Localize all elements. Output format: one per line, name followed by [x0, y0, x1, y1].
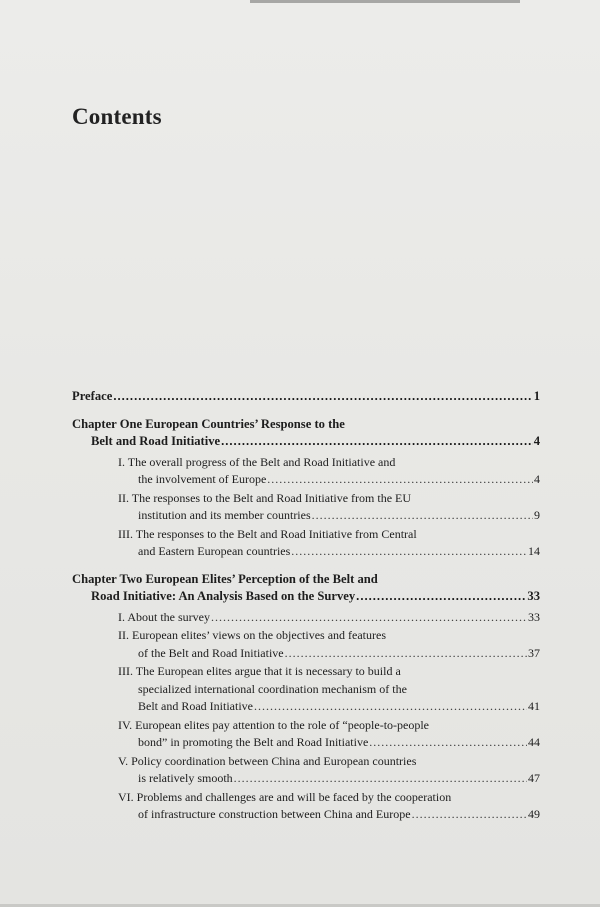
toc-page-number: 47	[528, 771, 540, 785]
toc-leader-dots	[267, 471, 533, 489]
toc-section-title-line1: I. About the survey	[118, 609, 210, 624]
toc-page-number: 33	[527, 589, 540, 603]
toc-section-title-line2: and Eastern European countries	[138, 544, 291, 558]
toc-section-title-line1: I. The overall progress of the Belt and Road Initiative and	[118, 454, 396, 469]
toc-chapter-title-line2: Belt and Road Initiative	[91, 434, 221, 448]
toc-preface-label: Preface	[72, 389, 113, 403]
toc-entry-preface[interactable]	[72, 388, 540, 406]
toc-section-2-1[interactable]	[72, 609, 540, 627]
toc-page-number: 44	[528, 735, 540, 749]
toc-section-title-line1: II. The responses to the Belt and Road Initiative from the EU	[118, 490, 412, 505]
toc-section-2-4[interactable]	[72, 717, 540, 752]
toc-section-2-2[interactable]	[72, 627, 540, 662]
toc-leader-dots	[211, 609, 527, 627]
toc-page-number: 4	[533, 434, 540, 448]
toc-section-2-6[interactable]	[72, 789, 540, 824]
toc-section-2-3[interactable]	[72, 663, 540, 716]
toc-section-1-2[interactable]	[72, 490, 540, 525]
toc-section-title-line2: of infrastructure construction between China and Europe	[138, 807, 411, 821]
toc-chapter-title-line2: Road Initiative: An Analysis Based on the Survey	[91, 589, 356, 603]
toc-leader-dots	[312, 507, 533, 525]
toc-section-title-line2: of the Belt and Road Initiative	[138, 645, 284, 660]
toc-section-1-3[interactable]	[72, 526, 540, 561]
toc-section-title-line2: institution and its member countries	[138, 508, 311, 522]
toc-leader-dots	[285, 645, 527, 663]
toc-page-number: 1	[533, 389, 540, 403]
toc-section-title-line2: is relatively smooth	[138, 771, 233, 785]
toc-page-number: 9	[534, 508, 540, 522]
toc-page-number: 33	[528, 609, 540, 624]
toc-leader-dots	[234, 770, 527, 788]
table-of-contents	[72, 388, 540, 824]
toc-chapter-title-line1: Chapter Two European Elites’ Perception of the Belt and	[72, 571, 378, 586]
toc-section-title-line1: V. Policy coordination between China and European countries	[118, 753, 417, 768]
toc-entry-chapter-one[interactable]	[72, 416, 540, 451]
toc-section-title-line2: the involvement of Europe	[138, 472, 267, 486]
toc-section-title-line1: VI. Problems and challenges are and will be faced by the cooperation	[118, 789, 452, 804]
toc-section-1-1[interactable]	[72, 454, 540, 489]
toc-section-title-line1: IV. European elites pay attention to the role of “people-to-people	[118, 717, 430, 732]
toc-section-title-line1: II. European elites’ views on the objectives and features	[118, 628, 387, 642]
toc-leader-dots	[113, 388, 532, 406]
toc-leader-dots	[221, 433, 533, 451]
toc-section-title-line2: bond” in promoting the Belt and Road Initiative	[138, 735, 369, 749]
toc-leader-dots	[356, 588, 526, 606]
page-title: Contents	[72, 104, 162, 129]
toc-section-2-5[interactable]	[72, 753, 540, 788]
toc-leader-dots	[412, 806, 527, 824]
toc-section-title-line2: specialized international coordination mechanism of the	[138, 681, 407, 696]
toc-page-number: 49	[528, 807, 540, 821]
toc-page-number: 41	[528, 699, 540, 713]
toc-chapter-title-line1: Chapter One European Countries’ Response to the	[72, 416, 345, 431]
toc-leader-dots	[254, 698, 527, 716]
toc-entry-chapter-two[interactable]	[72, 571, 540, 606]
toc-page-number: 14	[528, 544, 540, 558]
toc-leader-dots	[369, 734, 527, 752]
toc-page-number: 4	[534, 472, 540, 486]
page-top-edge	[250, 0, 520, 3]
toc-section-title-line1: III. The European elites argue that it is necessary to build a	[118, 664, 401, 678]
toc-page-number: 37	[528, 645, 540, 660]
toc-leader-dots	[291, 543, 527, 561]
toc-section-title-line1: III. The responses to the Belt and Road Initiative from Central	[118, 526, 417, 541]
toc-section-title-line3: Belt and Road Initiative	[138, 699, 253, 713]
